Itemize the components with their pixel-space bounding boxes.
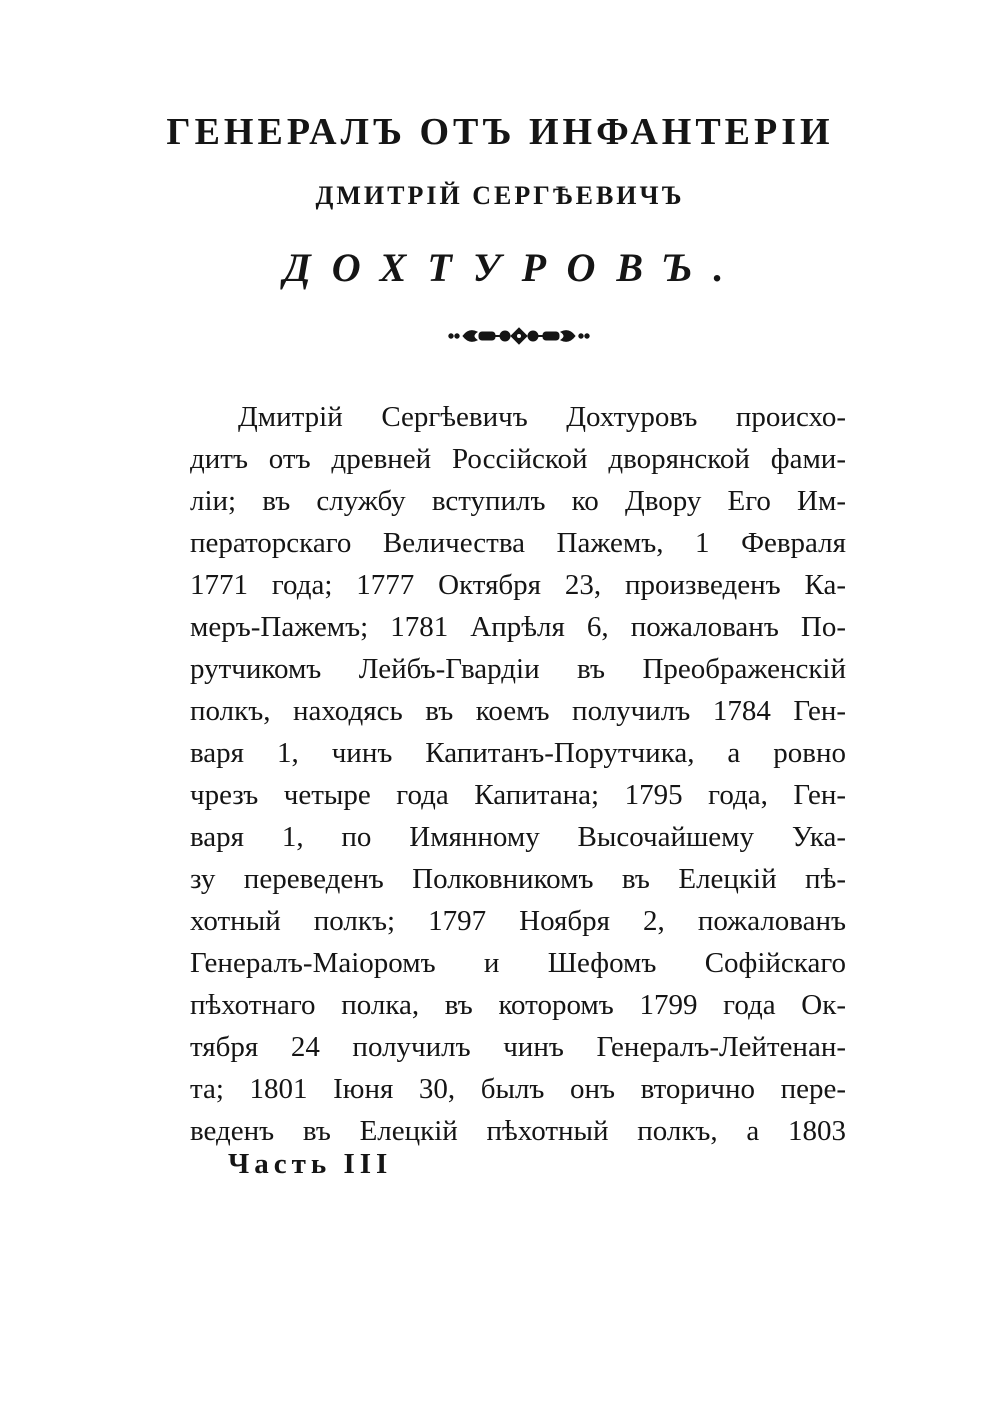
text-line: рутчикомъ Лейбъ-Гвардіи въ Преображенскій <box>190 653 846 685</box>
text-line: та; 1801 Іюня 30, былъ онъ вторично пере- <box>190 1073 846 1105</box>
text-line: ліи; въ службу вступилъ ко Двору Его Им- <box>190 485 846 517</box>
text-line: меръ-Пажемъ; 1781 Апрѣля 6, пожалованъ По- <box>190 611 846 643</box>
signature-mark: Часть III <box>228 1148 393 1180</box>
text-line: хотный полкъ; 1797 Ноября 2, пожалованъ <box>190 905 846 937</box>
text-line: чрезъ четыре года Капитана; 1795 года, Ген- <box>190 779 846 811</box>
text-line: Генералъ-Маіоромъ и Шефомъ Софійскаго <box>190 947 846 979</box>
text-line: 1771 года; 1777 Октября 23, произведенъ Ка- <box>190 569 846 601</box>
biography-paragraph <box>190 396 846 1152</box>
text-line: полкъ, находясь въ коемъ получилъ 1784 Ген- <box>190 695 846 727</box>
printers-ornament-icon <box>445 326 593 346</box>
text-line: пѣхотнаго полка, въ которомъ 1799 года Ок- <box>190 989 846 1021</box>
text-line: зу переведенъ Полковникомъ въ Елецкій пѣ- <box>190 863 846 895</box>
text-line: веденъ въ Елецкій пѣхотный полкъ, а 1803 <box>190 1115 846 1147</box>
text-line: тября 24 получилъ чинъ Генералъ-Лейтенан- <box>190 1031 846 1063</box>
heading-given-name: ДМИТРІЙ СЕРГѢЕВИЧЪ <box>315 181 685 210</box>
heading-surname: ДОХТУРОВЪ. <box>283 245 745 290</box>
text-line: варя 1, чинъ Капитанъ-Порутчика, а ровно <box>190 737 846 769</box>
text-line: Дмитрій Сергѣевичъ Дохтуровъ происхо- <box>238 401 846 433</box>
text-line: варя 1, по Имянному Высочайшему Ука- <box>190 821 846 853</box>
heading-rank: ГЕНЕРАЛЪ ОТЪ ИНФАНТЕРІИ <box>166 111 834 153</box>
text-line: дитъ отъ древней Россійской дворянской фами- <box>190 443 846 475</box>
text-line: ператорскаго Величества Пажемъ, 1 Февраля <box>190 527 846 559</box>
